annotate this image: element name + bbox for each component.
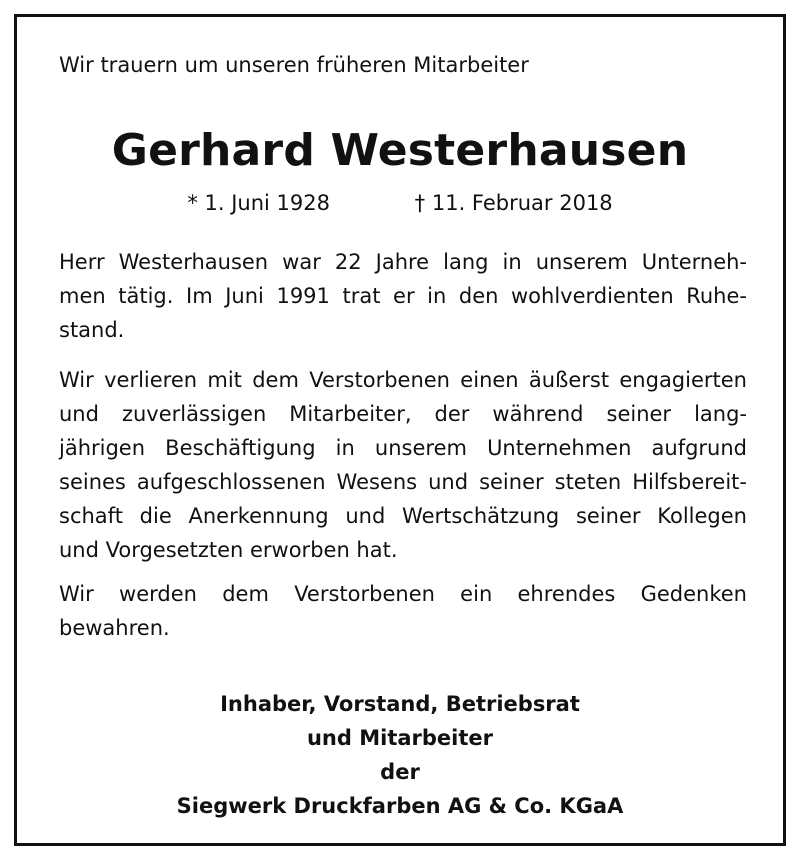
deceased-name: Gerhard Westerhausen [111,125,689,176]
paragraph-line: schaft die Anerkennung und Wertschätzung seiner Kollegen [59,504,747,528]
paragraph-line: seines aufgeschlossenen Wesens und seiner steten Hilfsbereit- [59,470,747,494]
signature-line: der [380,760,420,784]
paragraph-line: jährigen Beschäftigung in unserem Unternehmen aufgrund [59,436,747,460]
paragraph-line: bewahren. [59,616,170,640]
paragraph-line: Wir werden dem Verstorbenen ein ehrendes Gedenken [59,582,747,606]
paragraph-line: stand. [59,318,125,342]
paragraph-line: und Vorgesetzten erworben hat. [59,538,398,562]
paragraph-line: Herr Westerhausen war 22 Jahre lang in unserem Unterneh- [59,250,747,274]
paragraph-tribute [59,363,747,567]
paragraph-career [59,245,747,347]
signature-block [17,687,783,823]
intro-line: Wir trauern um unseren früheren Mitarbeiter [59,53,529,77]
death-date: † 11. Februar 2018 [414,191,613,215]
company-name: Siegwerk Druckfarben AG & Co. KGaA [176,794,624,818]
paragraph-line: Wir verlieren mit dem Verstorbenen einen äußerst engagierten [59,368,747,392]
obituary-notice [14,14,786,846]
signature-line: und Mitarbeiter [306,726,494,750]
paragraph-line: und zuverlässigen Mitarbeiter, der während seiner lang- [59,402,747,426]
life-dates [17,189,783,217]
signature-line: Inhaber, Vorstand, Betriebsrat [220,692,580,716]
birth-date: * 1. Juni 1928 [187,191,330,215]
paragraph-line: men tätig. Im Juni 1991 trat er in den wohlverdienten Ruhe- [59,284,747,308]
paragraph-remembrance [59,577,747,645]
